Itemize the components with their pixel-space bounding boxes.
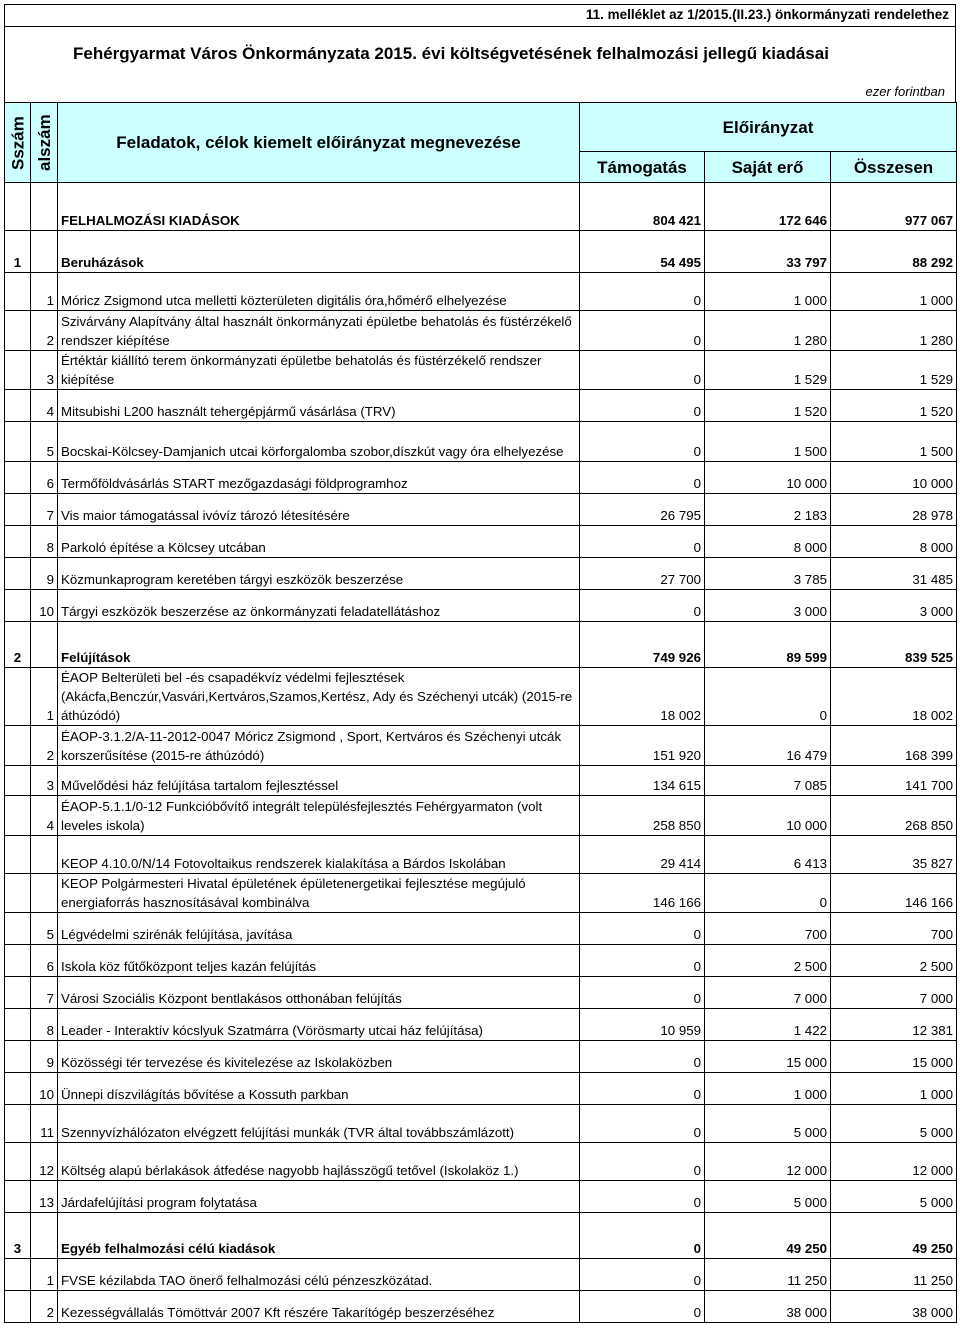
row-sszam	[5, 977, 31, 1009]
row-sajat-ero: 49 250	[705, 1213, 831, 1259]
row-tamogatas: 0	[580, 351, 705, 390]
row-osszesen: 1 529	[831, 351, 957, 390]
row-tamogatas: 749 926	[580, 622, 705, 668]
row-sajat-ero: 16 479	[705, 726, 831, 766]
row-sszam	[5, 1291, 31, 1323]
table-row	[5, 1259, 957, 1291]
row-sszam	[5, 1073, 31, 1105]
row-osszesen: 35 827	[831, 836, 957, 874]
row-sajat-ero: 10 000	[705, 796, 831, 836]
row-name: Iskola köz fűtőközpont teljes kazán felújítás	[58, 945, 580, 977]
row-tamogatas: 0	[580, 1291, 705, 1323]
row-alszam	[31, 1213, 58, 1259]
row-tamogatas: 18 002	[580, 668, 705, 726]
row-sajat-ero: 2 183	[705, 494, 831, 526]
row-name: ÉAOP-3.1.2/A-11-2012-0047 Móricz Zsigmond , Sport, Kertváros és Széchenyi utcák korszerűsítése (2015-re áthúzódó)	[58, 726, 580, 766]
row-sszam	[5, 494, 31, 526]
row-osszesen: 10 000	[831, 462, 957, 494]
row-osszesen: 15 000	[831, 1041, 957, 1073]
row-osszesen: 268 850	[831, 796, 957, 836]
row-osszesen: 141 700	[831, 766, 957, 796]
row-name: Vis maior támogatással ivóvíz tározó létesítésére	[58, 494, 580, 526]
header-row-top	[5, 103, 957, 152]
row-sajat-ero: 7 000	[705, 977, 831, 1009]
row-sszam: 1	[5, 231, 31, 273]
row-sszam	[5, 1009, 31, 1041]
row-sajat-ero: 172 646	[705, 183, 831, 231]
row-alszam: 7	[31, 494, 58, 526]
row-osszesen: 1 000	[831, 1073, 957, 1105]
row-sajat-ero: 3 000	[705, 590, 831, 622]
table-row	[5, 668, 957, 726]
row-tamogatas: 0	[580, 462, 705, 494]
header-tamogatas: Támogatás	[580, 152, 705, 183]
row-sszam	[5, 945, 31, 977]
row-sajat-ero: 1 000	[705, 273, 831, 311]
table-row	[5, 273, 957, 311]
row-tamogatas: 0	[580, 590, 705, 622]
row-name: KEOP 4.10.0/N/14 Fotovoltaikus rendszerek kialakítása a Bárdos Iskolában	[58, 836, 580, 874]
row-tamogatas: 146 166	[580, 874, 705, 913]
row-tamogatas: 0	[580, 422, 705, 462]
row-sajat-ero: 1 422	[705, 1009, 831, 1041]
row-tamogatas: 0	[580, 526, 705, 558]
row-osszesen: 839 525	[831, 622, 957, 668]
row-alszam: 8	[31, 526, 58, 558]
row-tamogatas: 0	[580, 311, 705, 351]
row-alszam: 9	[31, 1041, 58, 1073]
row-sajat-ero: 0	[705, 874, 831, 913]
row-name: Közösségi tér tervezése és kivitelezése az Iskolaközben	[58, 1041, 580, 1073]
row-tamogatas: 0	[580, 1181, 705, 1213]
row-alszam: 6	[31, 945, 58, 977]
row-name: Tárgyi eszközök beszerzése az önkormányzati feladatellátáshoz	[58, 590, 580, 622]
row-alszam: 1	[31, 1259, 58, 1291]
row-sszam: 2	[5, 622, 31, 668]
row-alszam: 4	[31, 390, 58, 422]
row-sszam	[5, 726, 31, 766]
row-sajat-ero: 38 000	[705, 1291, 831, 1323]
row-tamogatas: 0	[580, 1213, 705, 1259]
row-name: ÉAOP Belterületi bel -és csapadékvíz védelmi fejlesztések (Akácfa,Benczúr,Vasvári,Kertváros,Szamos,Kertész, Ady és Széchenyi utcák) (2015-re áthúzódó)	[58, 668, 580, 726]
row-tamogatas: 54 495	[580, 231, 705, 273]
row-name: Mitsubishi L200 használt tehergépjármű vásárlása (TRV)	[58, 390, 580, 422]
row-tamogatas: 0	[580, 1259, 705, 1291]
row-sajat-ero: 3 785	[705, 558, 831, 590]
annex-reference: 11. melléklet az 1/2015.(II.23.) önkormányzati rendelethez	[4, 4, 956, 26]
row-osszesen: 5 000	[831, 1181, 957, 1213]
table-row	[5, 945, 957, 977]
row-alszam: 1	[31, 668, 58, 726]
row-sajat-ero: 1 280	[705, 311, 831, 351]
row-osszesen: 146 166	[831, 874, 957, 913]
row-name: Termőföldvásárlás START mezőgazdasági földprogramhoz	[58, 462, 580, 494]
row-name: Beruházások	[58, 231, 580, 273]
row-name: Bocskai-Kölcsey-Damjanich utcai körforgalomba szobor,díszkút vagy óra elhelyezése	[58, 422, 580, 462]
row-sszam	[5, 796, 31, 836]
row-osszesen: 700	[831, 913, 957, 945]
row-alszam	[31, 622, 58, 668]
row-sszam: 3	[5, 1213, 31, 1259]
row-sajat-ero: 2 500	[705, 945, 831, 977]
table-row	[5, 558, 957, 590]
table-row	[5, 1073, 957, 1105]
row-tamogatas: 151 920	[580, 726, 705, 766]
row-sszam	[5, 311, 31, 351]
row-alszam: 10	[31, 1073, 58, 1105]
row-tamogatas: 0	[580, 913, 705, 945]
row-sszam	[5, 422, 31, 462]
header-name: Feladatok, célok kiemelt előirányzat megnevezése	[58, 103, 580, 183]
row-sajat-ero: 15 000	[705, 1041, 831, 1073]
row-alszam: 1	[31, 273, 58, 311]
budget-sheet	[4, 4, 956, 1323]
row-sajat-ero: 8 000	[705, 526, 831, 558]
row-sajat-ero: 5 000	[705, 1181, 831, 1213]
total-row	[5, 183, 957, 231]
row-sszam	[5, 1105, 31, 1143]
row-sszam	[5, 836, 31, 874]
row-name: Művelődési ház felújítása tartalom fejlesztéssel	[58, 766, 580, 796]
row-name: Móricz Zsigmond utca melletti közterületen digitális óra,hőmérő elhelyezése	[58, 273, 580, 311]
row-osszesen: 5 000	[831, 1105, 957, 1143]
table-row	[5, 836, 957, 874]
header-alszam: alszám	[31, 103, 58, 183]
row-name: Ünnepi díszvilágítás bővítése a Kossuth parkban	[58, 1073, 580, 1105]
unit-label: ezer forintban	[4, 84, 956, 102]
row-sajat-ero: 12 000	[705, 1143, 831, 1181]
row-name: Légvédelmi szirénák felújítása, javítása	[58, 913, 580, 945]
row-sszam	[5, 590, 31, 622]
row-sszam	[5, 558, 31, 590]
row-osszesen: 1 000	[831, 273, 957, 311]
row-sszam	[5, 390, 31, 422]
budget-table	[4, 102, 957, 1323]
row-sajat-ero: 1 529	[705, 351, 831, 390]
table-row	[5, 726, 957, 766]
row-sszam	[5, 1181, 31, 1213]
table-row	[5, 1181, 957, 1213]
row-osszesen: 168 399	[831, 726, 957, 766]
header-sajat-ero: Saját erő	[705, 152, 831, 183]
table-row	[5, 494, 957, 526]
table-row	[5, 1291, 957, 1323]
row-name: Járdafelújítási program folytatása	[58, 1181, 580, 1213]
row-sszam	[5, 913, 31, 945]
row-sszam	[5, 668, 31, 726]
row-osszesen: 49 250	[831, 1213, 957, 1259]
row-osszesen: 1 520	[831, 390, 957, 422]
row-tamogatas: 0	[580, 1041, 705, 1073]
row-sajat-ero: 11 250	[705, 1259, 831, 1291]
table-row	[5, 913, 957, 945]
row-tamogatas: 0	[580, 945, 705, 977]
row-alszam: 6	[31, 462, 58, 494]
table-row	[5, 977, 957, 1009]
row-osszesen: 1 280	[831, 311, 957, 351]
table-row	[5, 311, 957, 351]
row-sszam	[5, 526, 31, 558]
row-osszesen: 8 000	[831, 526, 957, 558]
section-row	[5, 622, 957, 668]
row-name: Szivárvány Alapítvány által használt önkormányzati épületbe behatolás és füstérzékelő rendszer kiépítése	[58, 311, 580, 351]
row-osszesen: 28 978	[831, 494, 957, 526]
row-name: Egyéb felhalmozási célú kiadások	[58, 1213, 580, 1259]
row-tamogatas: 0	[580, 273, 705, 311]
row-sajat-ero: 1 520	[705, 390, 831, 422]
row-sszam	[5, 351, 31, 390]
row-tamogatas: 27 700	[580, 558, 705, 590]
table-row	[5, 1009, 957, 1041]
row-sajat-ero: 5 000	[705, 1105, 831, 1143]
table-row	[5, 796, 957, 836]
row-name: Értéktár kiállító terem önkormányzati épületbe behatolás és füstérzékelő rendszer kiépítése	[58, 351, 580, 390]
row-sszam	[5, 1143, 31, 1181]
row-osszesen: 3 000	[831, 590, 957, 622]
page-title: Fehérgyarmat Város Önkormányzata 2015. évi költségvetésének felhalmozási jellegű kiadásai	[4, 26, 956, 84]
row-alszam: 5	[31, 913, 58, 945]
row-alszam	[31, 183, 58, 231]
row-name: Városi Szociális Központ bentlakásos otthonában felújítás	[58, 977, 580, 1009]
row-name: FELHALMOZÁSI KIADÁSOK	[58, 183, 580, 231]
row-sszam	[5, 1041, 31, 1073]
row-sajat-ero: 10 000	[705, 462, 831, 494]
row-osszesen: 977 067	[831, 183, 957, 231]
row-name: KEOP Polgármesteri Hivatal épületének épületenergetikai fejlesztése megújuló energiaforrás hasznosításával kombinálva	[58, 874, 580, 913]
row-sszam	[5, 766, 31, 796]
row-osszesen: 88 292	[831, 231, 957, 273]
row-sszam	[5, 462, 31, 494]
row-osszesen: 31 485	[831, 558, 957, 590]
row-sszam	[5, 1259, 31, 1291]
row-osszesen: 11 250	[831, 1259, 957, 1291]
row-alszam	[31, 874, 58, 913]
row-alszam: 2	[31, 726, 58, 766]
row-name: Parkoló építése a Kölcsey utcában	[58, 526, 580, 558]
row-tamogatas: 29 414	[580, 836, 705, 874]
row-alszam: 4	[31, 796, 58, 836]
row-sszam	[5, 273, 31, 311]
table-row	[5, 1143, 957, 1181]
row-alszam: 9	[31, 558, 58, 590]
row-tamogatas: 804 421	[580, 183, 705, 231]
row-tamogatas: 0	[580, 1073, 705, 1105]
row-sajat-ero: 89 599	[705, 622, 831, 668]
row-alszam: 3	[31, 766, 58, 796]
row-name: ÉAOP-5.1.1/0-12 Funkcióbővítő integrált településfejlesztés Fehérgyarmaton (volt leveles iskola)	[58, 796, 580, 836]
row-alszam	[31, 231, 58, 273]
table-row	[5, 766, 957, 796]
row-osszesen: 12 000	[831, 1143, 957, 1181]
row-alszam: 8	[31, 1009, 58, 1041]
row-sajat-ero: 33 797	[705, 231, 831, 273]
header-osszesen: Összesen	[831, 152, 957, 183]
row-sszam	[5, 874, 31, 913]
row-tamogatas: 0	[580, 1105, 705, 1143]
row-name: Leader - Interaktív kócslyuk Szatmárra (Vörösmarty utcai ház felújítása)	[58, 1009, 580, 1041]
row-alszam: 2	[31, 311, 58, 351]
row-tamogatas: 10 959	[580, 1009, 705, 1041]
row-osszesen: 12 381	[831, 1009, 957, 1041]
table-row	[5, 351, 957, 390]
row-name: Közmunkaprogram keretében tárgyi eszközök beszerzése	[58, 558, 580, 590]
section-row	[5, 1213, 957, 1259]
row-tamogatas: 134 615	[580, 766, 705, 796]
row-tamogatas: 258 850	[580, 796, 705, 836]
table-row	[5, 590, 957, 622]
table-row	[5, 1105, 957, 1143]
row-name: FVSE kézilabda TAO önerő felhalmozási célú pénzeszközátad.	[58, 1259, 580, 1291]
row-tamogatas: 0	[580, 977, 705, 1009]
table-row	[5, 422, 957, 462]
row-name: Szennyvízhálózaton elvégzett felújítási munkák (TVR által továbbszámlázott)	[58, 1105, 580, 1143]
row-alszam: 12	[31, 1143, 58, 1181]
row-osszesen: 7 000	[831, 977, 957, 1009]
row-alszam: 3	[31, 351, 58, 390]
row-osszesen: 1 500	[831, 422, 957, 462]
table-row	[5, 1041, 957, 1073]
row-sajat-ero: 1 000	[705, 1073, 831, 1105]
row-name: Felújítások	[58, 622, 580, 668]
table-row	[5, 874, 957, 913]
table-row	[5, 462, 957, 494]
row-alszam: 11	[31, 1105, 58, 1143]
row-osszesen: 2 500	[831, 945, 957, 977]
table-row	[5, 390, 957, 422]
row-alszam: 13	[31, 1181, 58, 1213]
row-alszam: 2	[31, 1291, 58, 1323]
row-sajat-ero: 0	[705, 668, 831, 726]
row-sszam	[5, 183, 31, 231]
row-name: Kezességvállalás Tömöttvár 2007 Kft részére Takarítógép beszerzéséhez	[58, 1291, 580, 1323]
row-tamogatas: 0	[580, 390, 705, 422]
row-tamogatas: 26 795	[580, 494, 705, 526]
row-tamogatas: 0	[580, 1143, 705, 1181]
row-sajat-ero: 7 085	[705, 766, 831, 796]
row-sajat-ero: 6 413	[705, 836, 831, 874]
row-osszesen: 38 000	[831, 1291, 957, 1323]
section-row	[5, 231, 957, 273]
row-alszam: 10	[31, 590, 58, 622]
row-sajat-ero: 1 500	[705, 422, 831, 462]
row-name: Költség alapú bérlakások átfedése nagyobb hajlásszögű tetővel (Iskolaköz 1.)	[58, 1143, 580, 1181]
header-eloiranyzat: Előirányzat	[580, 103, 957, 152]
table-row	[5, 526, 957, 558]
header-sszam: Sszám	[5, 103, 31, 183]
row-sajat-ero: 700	[705, 913, 831, 945]
row-alszam	[31, 836, 58, 874]
row-alszam: 7	[31, 977, 58, 1009]
row-osszesen: 18 002	[831, 668, 957, 726]
row-alszam: 5	[31, 422, 58, 462]
